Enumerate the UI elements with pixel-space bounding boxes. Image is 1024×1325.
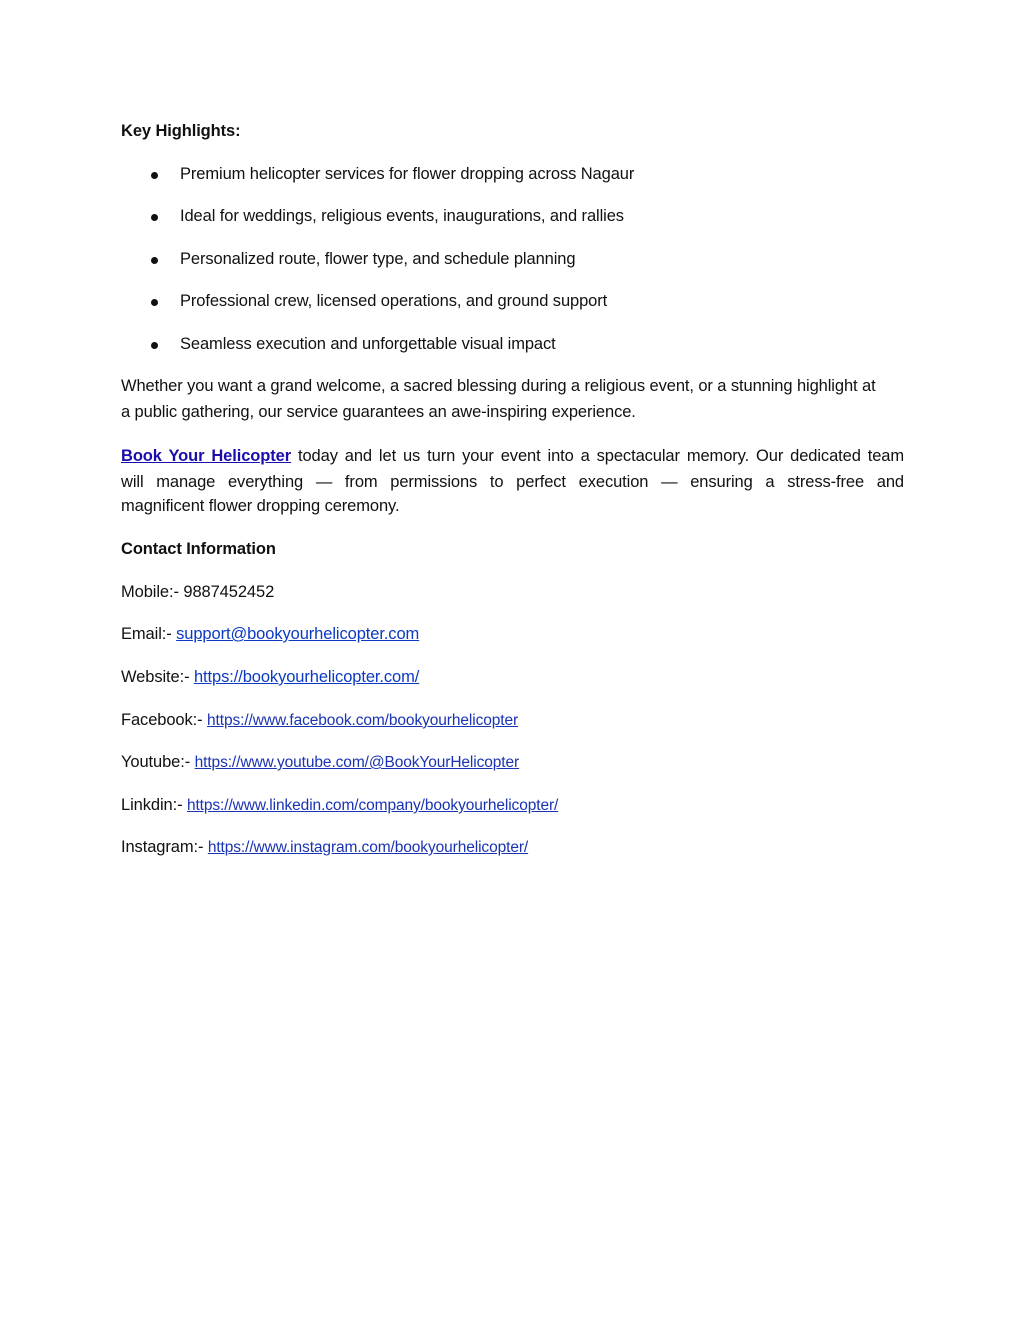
facebook-link[interactable]: https://www.facebook.com/bookyourhelicopter (207, 712, 519, 729)
contact-mobile (121, 583, 274, 602)
book-your-helicopter-link[interactable]: Book Your Helicopter (121, 447, 292, 465)
highlight-item-text: Seamless execution and unforgettable visual impact (180, 335, 556, 353)
booking-paragraph-text: today and let us turn your event into a spectacular memory. Our dedicated team (291, 447, 904, 465)
instagram-link[interactable]: https://www.instagram.com/bookyourhelicopter/ (207, 839, 529, 856)
bullet-icon (151, 299, 158, 306)
highlight-item-text: Premium helicopter services for flower dropping across Nagaur (180, 165, 635, 183)
contact-email (121, 625, 419, 644)
website-link[interactable]: https://bookyourhelicopter.com/ (193, 668, 420, 686)
email-label: Email:- (121, 625, 177, 643)
bullet-icon (151, 172, 158, 179)
highlight-item-text: Personalized route, flower type, and schedule planning (180, 250, 576, 268)
intro-paragraph-line-1: Whether you want a grand welcome, a sacred blessing during a religious event, or a stunning highlight at (121, 377, 876, 395)
contact-instagram (121, 838, 528, 857)
contact-website (121, 668, 419, 687)
facebook-label: Facebook:- (121, 711, 208, 729)
bullet-icon (151, 342, 158, 349)
booking-paragraph-line-1 (121, 443, 904, 469)
website-label: Website:- (121, 668, 194, 686)
contact-facebook (121, 711, 518, 730)
contact-heading: Contact Information (121, 540, 276, 558)
linkedin-label: Linkdin:- (121, 796, 187, 814)
contact-youtube (121, 753, 519, 772)
linkedin-link[interactable]: https://www.linkedin.com/company/bookyourhelicopter/ (186, 797, 559, 814)
mobile-value: 9887452452 (183, 583, 275, 601)
instagram-label: Instagram:- (121, 838, 208, 856)
booking-paragraph-line-2: will manage everything — from permissions to perfect execution — ensuring a stress-free and (121, 473, 904, 491)
key-highlights-heading: Key Highlights: (121, 122, 241, 140)
highlight-item-text: Ideal for weddings, religious events, inaugurations, and rallies (180, 207, 624, 225)
youtube-label: Youtube:- (121, 753, 195, 771)
email-link[interactable]: support@bookyourhelicopter.com (176, 625, 420, 643)
bullet-icon (151, 214, 158, 221)
highlight-item-text: Professional crew, licensed operations, and ground support (180, 292, 608, 310)
intro-paragraph-line-2: a public gathering, our service guarantees an awe-inspiring experience. (121, 403, 636, 421)
youtube-link[interactable]: https://www.youtube.com/@BookYourHelicopter (194, 754, 520, 771)
mobile-label: Mobile:- (121, 583, 184, 601)
contact-linkedin (121, 796, 558, 815)
booking-paragraph-line-3: magnificent flower dropping ceremony. (121, 497, 400, 515)
bullet-icon (151, 257, 158, 264)
